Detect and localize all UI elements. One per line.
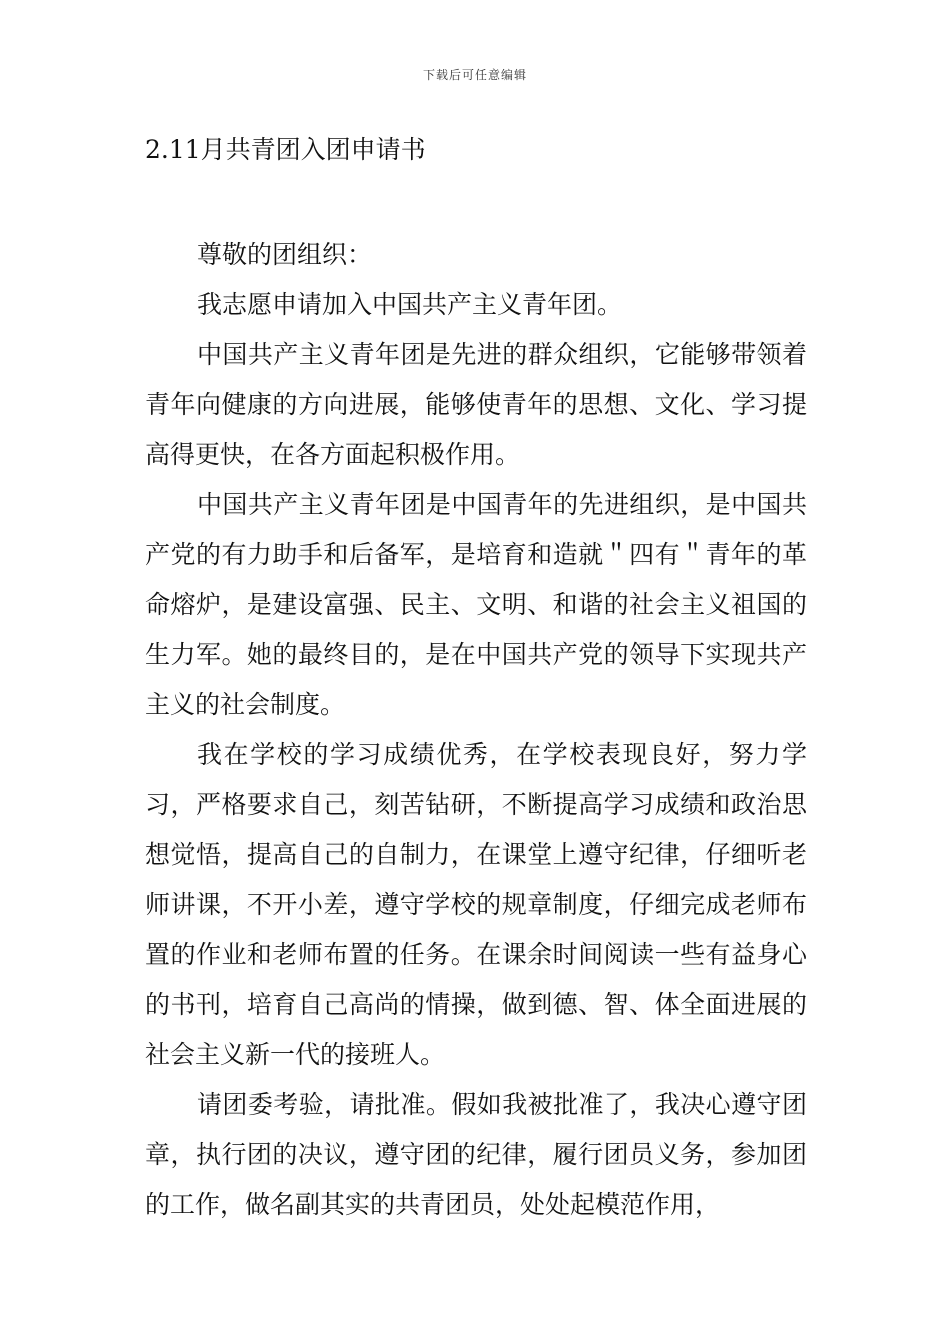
paragraph: 中国共产主义青年团是中国青年的先进组织，是中国共产党的有力助手和后备军，是培育和造就＂四有＂青年的革命熔炉，是建设富强、民主、文明、和谐的社会主义祖国的生力军。她的最终目的，是在中国共产党的领导下实现共产主义的社会制度。 [145,490,807,719]
paragraph: 我志愿申请加入中国共产主义青年团。 [197,290,623,319]
paragraph: 中国共产主义青年团是先进的群众组织，它能够带领着青年向健康的方向进展，能够使青年的思想、文化、学习提高得更快，在各方面起积极作用。 [145,340,807,469]
paragraph: 我在学校的学习成绩优秀，在学校表现良好，努力学习，严格要求自己，刻苦钻研，不断提高学习成绩和政治思想觉悟，提高自己的自制力，在课堂上遵守纪律，仔细听老师讲课，不开小差，遵守学校的规章制度，仔细完成老师布置的作业和老师布置的任务。在课余时间阅读一些有益身心的书刊，培育自己高尚的情操，做到德、智、体全面进展的社会主义新一代的接班人。 [145,740,807,1069]
document-body [145,230,807,1230]
salutation: 尊敬的团组织： [197,240,373,269]
paragraph: 请团委考验，请批准。假如我被批准了，我决心遵守团章，执行团的决议，遵守团的纪律，履行团员义务，参加团的工作，做名副其实的共青团员，处处起模范作用， [145,1090,807,1219]
header-note: 下载后可任意编辑 [422,68,527,82]
document-title: 2.11月共青团入团申请书 [145,135,426,164]
